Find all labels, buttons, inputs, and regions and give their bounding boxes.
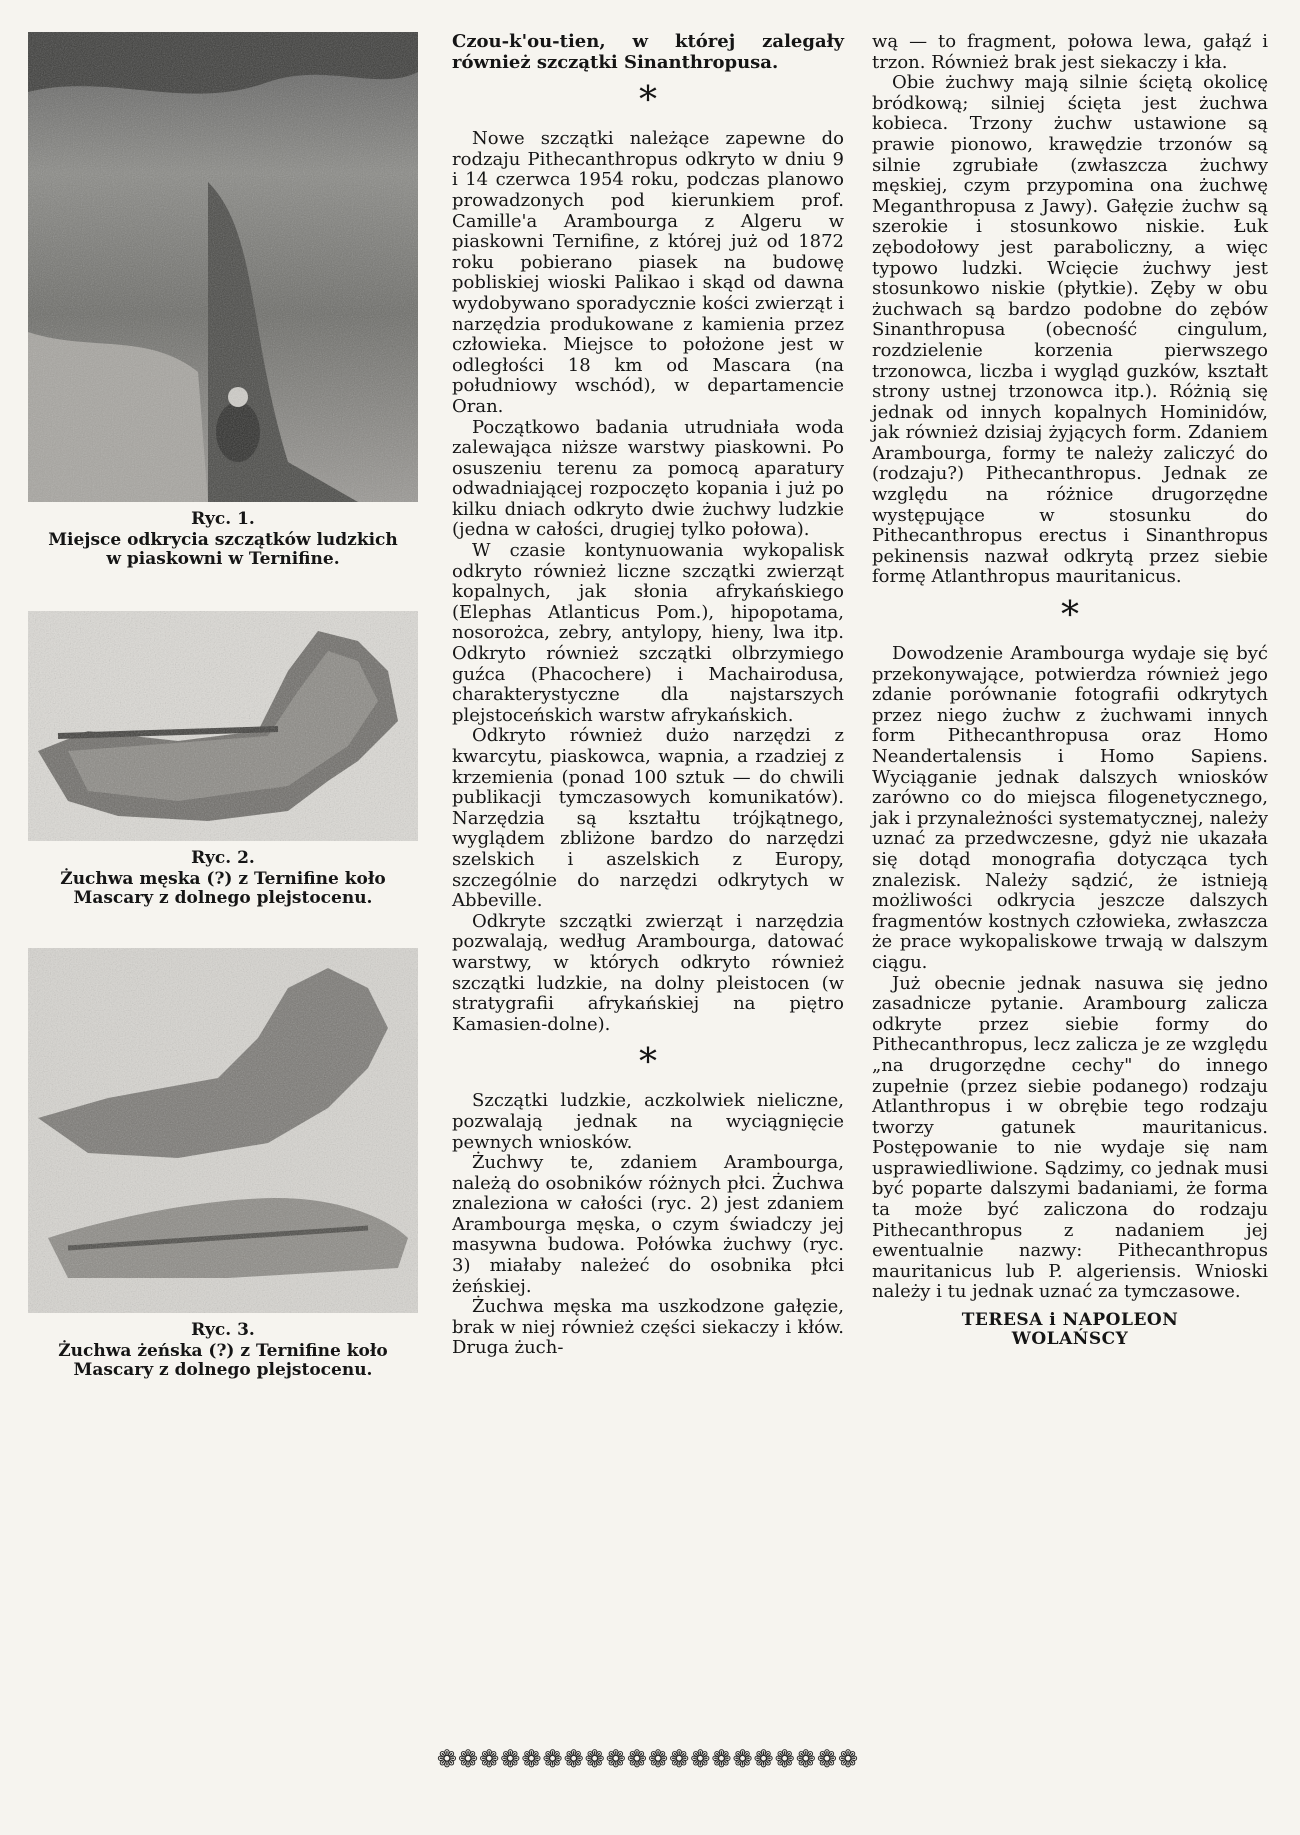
author-signature [872,1311,1268,1349]
figure-3-number: Ryc. 3. [191,1320,255,1340]
paragraph: Obie żuchwy mają silnie ściętą okolicę bródkową; silniej ścięta jest żuchwa kobieca. Trzony żuchw ustawione są prawie pionowo, krawędzie trzonów są silnie zgrubiałe (zwłaszcza żuchwy męskiej, czym przypomina ona żuchwę Meganthropusa z Jawy). Gałęzie żuchw są szerokie i stosunkowo niskie. Łuk zębodołowy jest paraboliczny, a więc typowo ludzki. Wcięcie żuchwy jest stosunkowo niskie (płytkie). Zęby w obu żuchwach są bardzo podobne do zębów Sinanthropusa (obecność cingulum, rozdzielenie korzenia pierwszego trzonowca, liczba i wygląd guzków, kształt strony ustnej trzonowca itp.). Różnią się jednak od innych kopalnych Hominidów, jak również dzisiaj żyjących form. Zdaniem Arambourga, formy te należy zaliczyć do (rodzaju?) Pithecanthropus. Jednak ze względu na różnice drugorzędne występujące w stosunku do Pithecanthropus erectus i Sinanthropus pekinensis nazwał odkrytą przez siebie formę Atlanthropus mauritanicus. [872,72,1268,588]
figure-1-text: Miejsce odkrycia szczątków ludzkich w piaskowni w Ternifine. [48,530,398,569]
paragraph: Odkryte szczątki zwierząt i narzędzia pozwalają, według Arambourga, datować warstwy, w których odkryto również szczątki ludzkie, na dolny pleistocen (w stratygrafii afrykańskiej na piętro Kamasien-dolne). [452,910,844,1035]
figure-3-caption [38,1321,408,1380]
paragraph: Początkowo badania utrudniała woda zalewająca niższe warstwy piaskowni. Po osuszeniu terenu za pomocą aparatury odwadniającej rozpoczęto kopania i już po kilku dniach odkryto dwie żuchwy ludzkie (jedna w całości, drugiej tylko połowa). [452,416,844,541]
figure-1-caption [38,510,408,569]
section-separator-star: * [639,1042,657,1084]
paragraph: Odkryto również dużo narzędzi z kwarcytu, piaskowca, wapnia, a rzadziej z krzemienia (ponad 100 sztuk — do chwili publikacji tymczasowych komunikatów). Narzędzia są kształtu trójkątnego, wyglądem zbliżone bardzo do narzędzi szelskich i aszelskich z Europy, szczególnie do narzędzi odkrytych w Abbeville. [452,725,844,912]
section-separator-star: * [639,80,657,122]
figure-1-number: Ryc. 1. [191,509,255,529]
paragraph: Nowe szczątki należące zapewne do rodzaju Pithecanthropus odkryto w dniu 9 i 14 czerwca 1954 roku, podczas planowo prowadzonych pod kierunkiem prof. Camille'a Arambourga z Algeru w piaskowni Ternifine, z której już od 1872 roku pobierano piasek na budowę pobliskiej wioski Palikao i skąd od dawna wydobywano sporadycznie kości zwierząt i narzędzia produkowane z kamienia przez człowieka. Miejsce to położone jest w odległości 18 km od Mascara (na południowy wschód), w departamencie Oran. [452,128,844,417]
article-column-2 [452,32,844,1359]
article-column-3 [872,32,1268,1349]
decorative-ornament-border: ❁❁❁❁❁❁❁❁❁❁❁❁❁❁❁❁❁❁❁❁ [436,1745,860,1773]
figure-1-photo [28,32,418,502]
paragraph: Już obecnie jednak nasuwa się jedno zasadnicze pytanie. Arambourg zalicza odkryte przez siebie formy do Pithecanthropus, lecz zalicza je ze względu „na drugorzędne cechy" do innego zupełnie (przez siebie podanego) rodzaju Atlanthropus i w obrębie tego rodzaju tworzy gatunek mauritanicus. Postępowanie to nie wydaje się nam usprawiedliwione. Sądzimy, co jednak musi być poparte dalszymi badaniami, że forma ta może być zaliczona do rodzaju Pithecanthropus z nadaniem jej ewentualnie nazwy: Pithecanthropus mauritanicus lub P. algeriensis. Wnioski należy i tu jednak uznać za tymczasowe. [872,972,1268,1303]
author-signature-line-2: WOLAŃSCY [1011,1329,1129,1350]
paragraph: Czou-k'ou-tien, w której zalegały również szczątki Sinanthropusa. [452,31,844,73]
figure-2-caption [38,849,408,908]
figure-3-text: Żuchwa żeńska (?) z Ternifine koło Mascary z dolnego plejstocenu. [58,1341,388,1380]
figure-2-photo [28,611,418,841]
author-signature-line-1: TERESA i NAPOLEON [961,1310,1179,1331]
figures-column [28,32,418,1380]
figure-3-photo [28,948,418,1313]
figure-2-number: Ryc. 2. [191,848,255,868]
paragraph: wą — to fragment, połowa lewa, gałąź i trzon. Również brak jest siekaczy i kła. [872,31,1268,73]
section-separator-star: * [1061,595,1079,637]
paragraph: W czasie kontynuowania wykopalisk odkryto również liczne szczątki zwierząt kopalnych, jak słonia afrykańskiego (Elephas Atlanticus Pom.), hipopotama, nosorożca, zebry, antylopy, hieny, lwa itp. Odkryto również szczątki olbrzymiego guźca (Phacochere) i Machairodusa, charakterystyczne dla najstarszych plejstoceńskich warstw afrykańskich. [452,540,844,726]
paragraph: Żuchwy te, zdaniem Arambourga, należą do osobników różnych płci. Żuchwa znaleziona w całości (ryc. 2) jest zdaniem Arambourga męska, o czym świadczy jej masywna budowa. Połówka żuchwy (ryc. 3) miałaby należeć do osobnika płci żeńskiej. [452,1152,844,1297]
paragraph: Dowodzenie Arambourga wydaje się być przekonywające, potwierdza również jego zdanie porównanie fotografii odkrytych przez niego żuchw z żuchwami innych form Pithecanthropusa oraz Homo Neandertalensis i Homo Sapiens. Wyciąganie jednak dalszych wniosków zarówno co do miejsca filogenetycznego, jak i przynależności systematycznej, należy uznać za przedwczesne, gdyż nie ukazała się dotąd monografia dotycząca tych znalezisk. Należy sądzić, że istnieją możliwości odkrycia jeszcze dalszych fragmentów kostnych człowieka, zwłaszcza że prace wykopaliskowe trwają w dalszym ciągu. [872,643,1268,973]
figure-2-text: Żuchwa męska (?) z Ternifine koło Mascary z dolnego plejstocenu. [60,869,386,908]
paragraph: Szczątki ludzkie, aczkolwiek nieliczne, pozwalają jednak na wyciągnięcie pewnych wniosków. [452,1090,844,1153]
paragraph: Żuchwa męska ma uszkodzone gałęzie, brak w niej również części siekaczy i kłów. Druga żuch- [452,1296,844,1359]
